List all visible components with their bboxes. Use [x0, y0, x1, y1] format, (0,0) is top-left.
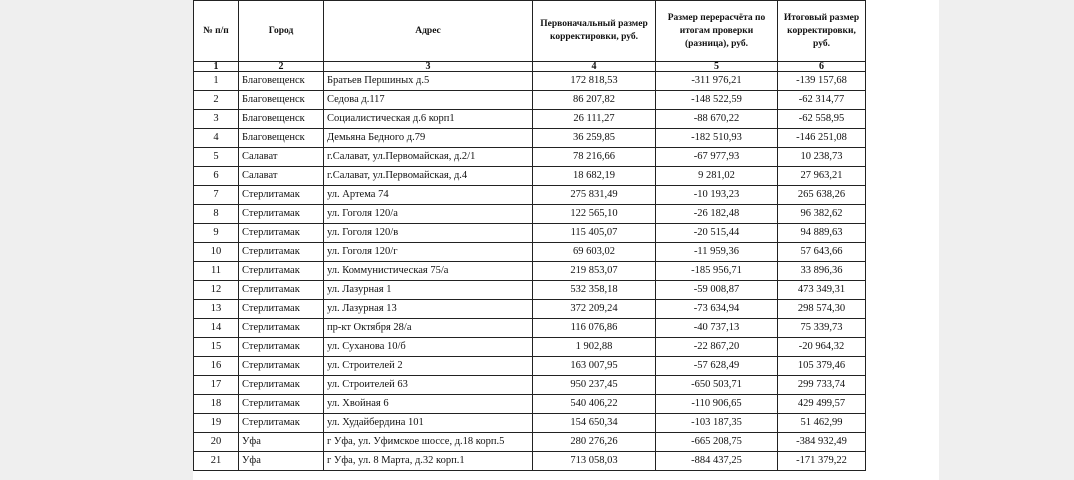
row-recalc: -59 008,87	[656, 281, 778, 300]
row-recalc: -73 634,94	[656, 300, 778, 319]
row-final: -20 964,32	[778, 338, 866, 357]
row-initial: 115 405,07	[533, 224, 656, 243]
table-row	[194, 110, 866, 129]
row-number: 19	[194, 414, 239, 433]
row-final: 33 896,36	[778, 262, 866, 281]
row-address: ул. Строителей 2	[324, 357, 533, 376]
row-address: Братьев Першиных д.5	[324, 72, 533, 91]
row-recalc: -88 670,22	[656, 110, 778, 129]
row-final: 265 638,26	[778, 186, 866, 205]
row-number: 13	[194, 300, 239, 319]
header-row	[194, 1, 866, 62]
document-page	[193, 0, 939, 480]
row-recalc: -20 515,44	[656, 224, 778, 243]
row-initial: 78 216,66	[533, 148, 656, 167]
row-final: 75 339,73	[778, 319, 866, 338]
row-number: 5	[194, 148, 239, 167]
row-city: Стерлитамак	[239, 414, 324, 433]
row-initial: 280 276,26	[533, 433, 656, 452]
row-recalc: -185 956,71	[656, 262, 778, 281]
row-recalc: -650 503,71	[656, 376, 778, 395]
row-city: Стерлитамак	[239, 395, 324, 414]
row-city: Уфа	[239, 452, 324, 471]
row-number: 14	[194, 319, 239, 338]
column-number-row	[194, 62, 866, 72]
row-number: 1	[194, 72, 239, 91]
row-address: ул. Худайбердина 101	[324, 414, 533, 433]
table-row	[194, 224, 866, 243]
row-final: -384 932,49	[778, 433, 866, 452]
row-city: Салават	[239, 148, 324, 167]
row-final: -62 558,95	[778, 110, 866, 129]
correction-table	[193, 0, 866, 471]
header-final-correction: Итоговый размер корректировки, руб.	[778, 1, 866, 62]
row-address: ул. Артема 74	[324, 186, 533, 205]
row-address: ул. Коммунистическая 75/а	[324, 262, 533, 281]
table-row	[194, 357, 866, 376]
row-final: 57 643,66	[778, 243, 866, 262]
row-address: г.Салават, ул.Первомайская, д.4	[324, 167, 533, 186]
row-city: Стерлитамак	[239, 262, 324, 281]
row-number: 4	[194, 129, 239, 148]
row-final: -139 157,68	[778, 72, 866, 91]
row-city: Стерлитамак	[239, 319, 324, 338]
row-city: Салават	[239, 167, 324, 186]
row-initial: 36 259,85	[533, 129, 656, 148]
column-number: 1	[194, 62, 239, 72]
table-row	[194, 281, 866, 300]
row-number: 17	[194, 376, 239, 395]
table-row	[194, 243, 866, 262]
header-recalculation: Размер перерасчёта по итогам проверки (разница), руб.	[656, 1, 778, 62]
table-row	[194, 300, 866, 319]
table-row	[194, 205, 866, 224]
row-address: ул. Строителей 63	[324, 376, 533, 395]
row-initial: 122 565,10	[533, 205, 656, 224]
table-row	[194, 395, 866, 414]
row-city: Благовещенск	[239, 72, 324, 91]
row-address: ул. Гоголя 120/в	[324, 224, 533, 243]
row-address: ул. Хвойная 6	[324, 395, 533, 414]
table-row	[194, 186, 866, 205]
column-number: 4	[533, 62, 656, 72]
row-final: 299 733,74	[778, 376, 866, 395]
row-number: 18	[194, 395, 239, 414]
row-city: Стерлитамак	[239, 281, 324, 300]
right-margin	[939, 0, 1074, 480]
row-initial: 275 831,49	[533, 186, 656, 205]
table-row	[194, 262, 866, 281]
table-row	[194, 376, 866, 395]
row-address: ул. Гоголя 120/а	[324, 205, 533, 224]
row-initial: 86 207,82	[533, 91, 656, 110]
row-address: Социалистическая д.6 корп1	[324, 110, 533, 129]
row-address: пр-кт Октября 28/а	[324, 319, 533, 338]
row-initial: 532 358,18	[533, 281, 656, 300]
row-final: 94 889,63	[778, 224, 866, 243]
table-row	[194, 167, 866, 186]
row-number: 16	[194, 357, 239, 376]
row-recalc: -182 510,93	[656, 129, 778, 148]
row-address: ул. Гоголя 120/г	[324, 243, 533, 262]
row-address: г.Салават, ул.Первомайская, д.2/1	[324, 148, 533, 167]
header-initial-correction: Первоначальный размер корректировки, руб.	[533, 1, 656, 62]
column-number: 2	[239, 62, 324, 72]
row-address: г Уфа, ул. 8 Марта, д.32 корп.1	[324, 452, 533, 471]
row-city: Стерлитамак	[239, 300, 324, 319]
row-initial: 950 237,45	[533, 376, 656, 395]
row-city: Стерлитамак	[239, 205, 324, 224]
row-address: Седова д.117	[324, 91, 533, 110]
row-recalc: -110 906,65	[656, 395, 778, 414]
row-recalc: -57 628,49	[656, 357, 778, 376]
row-final: 473 349,31	[778, 281, 866, 300]
row-recalc: -11 959,36	[656, 243, 778, 262]
table-row	[194, 414, 866, 433]
row-recalc: -10 193,23	[656, 186, 778, 205]
row-final: -146 251,08	[778, 129, 866, 148]
row-final: -62 314,77	[778, 91, 866, 110]
table-row	[194, 338, 866, 357]
column-number: 3	[324, 62, 533, 72]
left-margin	[0, 0, 193, 480]
row-initial: 69 603,02	[533, 243, 656, 262]
table-row	[194, 91, 866, 110]
row-recalc: -67 977,93	[656, 148, 778, 167]
row-city: Благовещенск	[239, 110, 324, 129]
row-initial: 154 650,34	[533, 414, 656, 433]
row-city: Стерлитамак	[239, 376, 324, 395]
row-final: 10 238,73	[778, 148, 866, 167]
table-row	[194, 452, 866, 471]
row-initial: 372 209,24	[533, 300, 656, 319]
row-recalc: -26 182,48	[656, 205, 778, 224]
row-initial: 1 902,88	[533, 338, 656, 357]
row-recalc: -148 522,59	[656, 91, 778, 110]
row-initial: 163 007,95	[533, 357, 656, 376]
row-number: 8	[194, 205, 239, 224]
table-row	[194, 319, 866, 338]
row-number: 15	[194, 338, 239, 357]
row-number: 3	[194, 110, 239, 129]
row-number: 6	[194, 167, 239, 186]
row-address: Демьяна Бедного д.79	[324, 129, 533, 148]
row-initial: 26 111,27	[533, 110, 656, 129]
row-number: 12	[194, 281, 239, 300]
table-row	[194, 433, 866, 452]
row-initial: 540 406,22	[533, 395, 656, 414]
row-final: 51 462,99	[778, 414, 866, 433]
row-city: Благовещенск	[239, 91, 324, 110]
row-recalc: -40 737,13	[656, 319, 778, 338]
row-initial: 172 818,53	[533, 72, 656, 91]
row-recalc: -22 867,20	[656, 338, 778, 357]
column-number: 5	[656, 62, 778, 72]
row-recalc: 9 281,02	[656, 167, 778, 186]
header-address: Адрес	[324, 1, 533, 62]
row-recalc: -665 208,75	[656, 433, 778, 452]
row-initial: 18 682,19	[533, 167, 656, 186]
row-recalc: -311 976,21	[656, 72, 778, 91]
row-city: Стерлитамак	[239, 357, 324, 376]
table-row	[194, 129, 866, 148]
row-final: 298 574,30	[778, 300, 866, 319]
row-number: 21	[194, 452, 239, 471]
row-city: Благовещенск	[239, 129, 324, 148]
row-number: 7	[194, 186, 239, 205]
row-number: 9	[194, 224, 239, 243]
row-initial: 219 853,07	[533, 262, 656, 281]
row-number: 2	[194, 91, 239, 110]
row-final: 429 499,57	[778, 395, 866, 414]
row-number: 11	[194, 262, 239, 281]
row-address: ул. Суханова 10/б	[324, 338, 533, 357]
table-row	[194, 72, 866, 91]
row-address: ул. Лазурная 1	[324, 281, 533, 300]
row-final: -171 379,22	[778, 452, 866, 471]
header-city: Город	[239, 1, 324, 62]
row-initial: 713 058,03	[533, 452, 656, 471]
row-recalc: -884 437,25	[656, 452, 778, 471]
row-address: ул. Лазурная 13	[324, 300, 533, 319]
row-final: 27 963,21	[778, 167, 866, 186]
row-city: Стерлитамак	[239, 186, 324, 205]
row-city: Стерлитамак	[239, 243, 324, 262]
header-number: № п/п	[194, 1, 239, 62]
column-number: 6	[778, 62, 866, 72]
row-final: 105 379,46	[778, 357, 866, 376]
row-city: Стерлитамак	[239, 338, 324, 357]
table-row	[194, 148, 866, 167]
row-recalc: -103 187,35	[656, 414, 778, 433]
row-number: 10	[194, 243, 239, 262]
row-address: г Уфа, ул. Уфимское шоссе, д.18 корп.5	[324, 433, 533, 452]
row-initial: 116 076,86	[533, 319, 656, 338]
row-number: 20	[194, 433, 239, 452]
row-city: Уфа	[239, 433, 324, 452]
row-final: 96 382,62	[778, 205, 866, 224]
row-city: Стерлитамак	[239, 224, 324, 243]
